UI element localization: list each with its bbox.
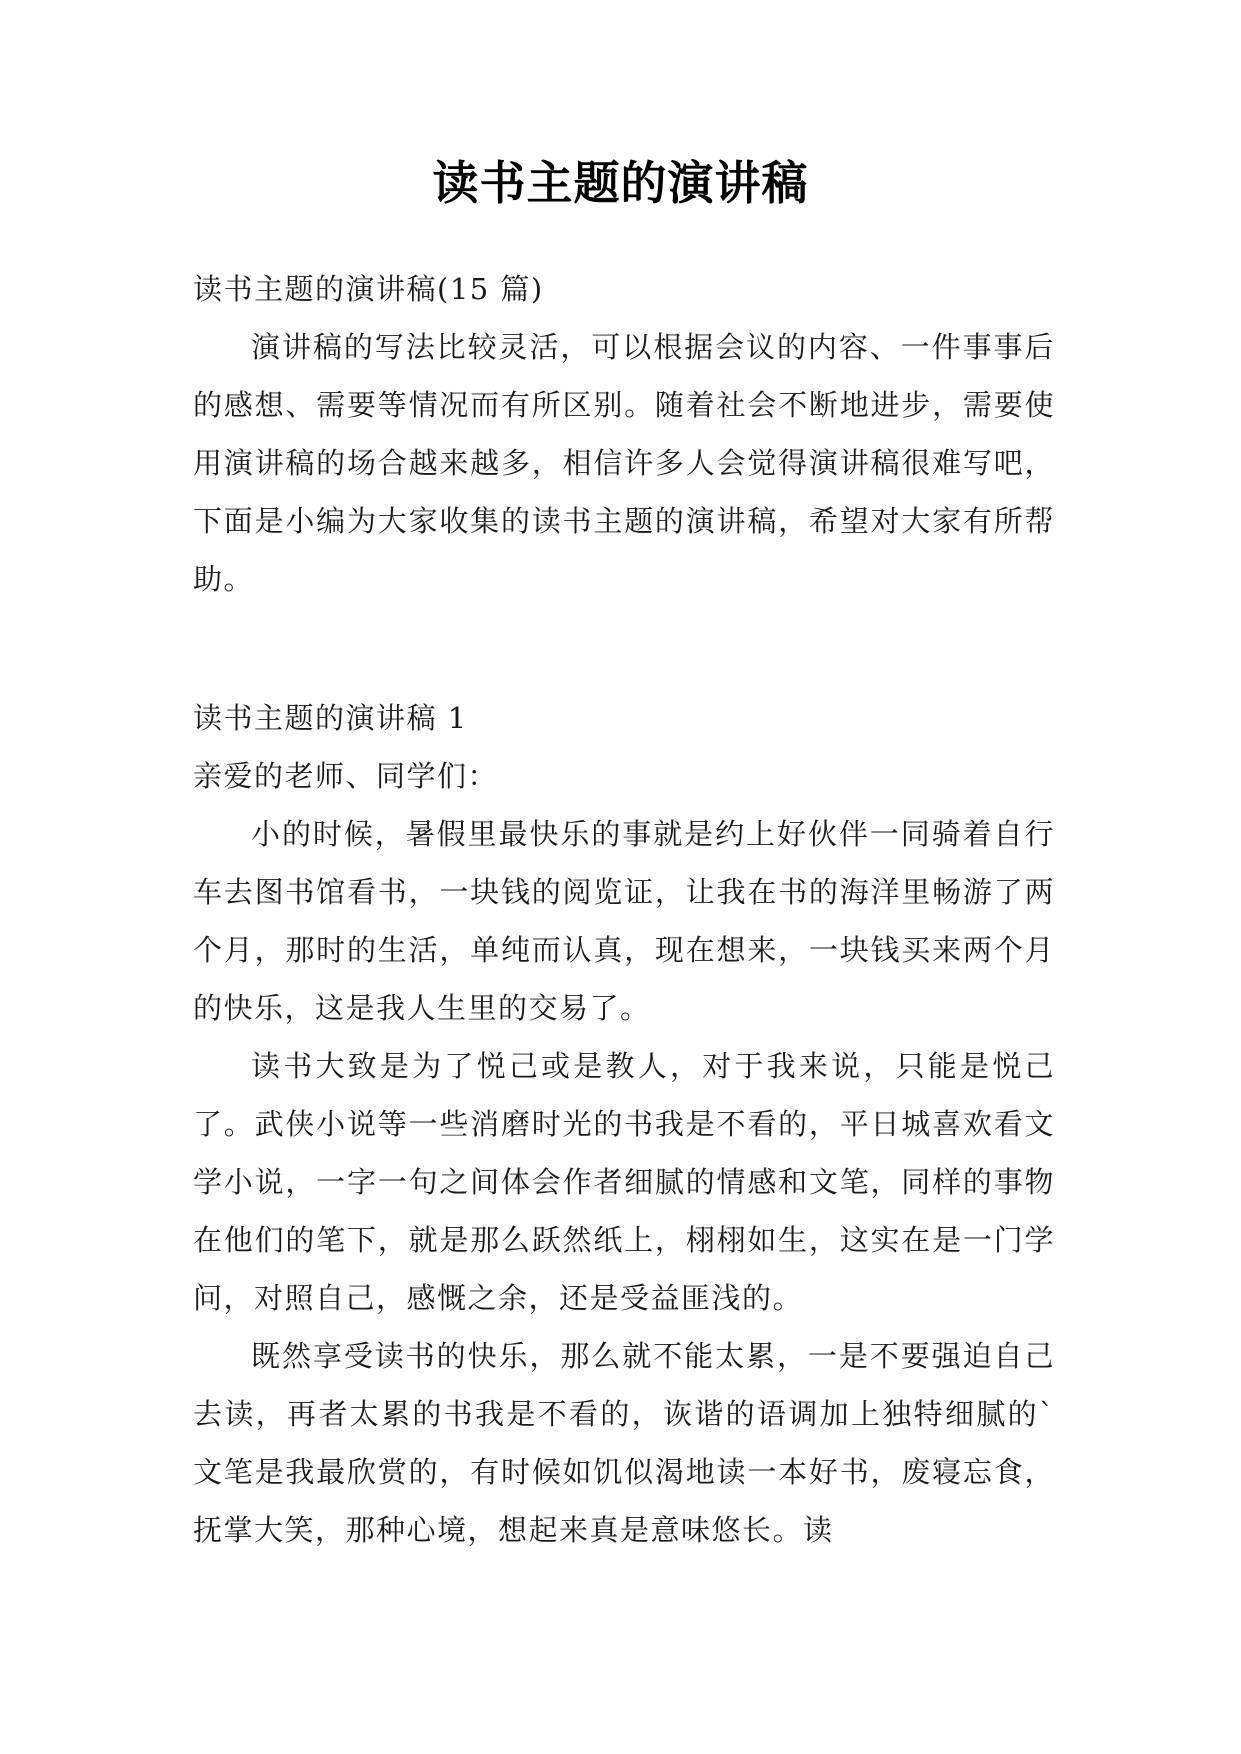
- document-subtitle: 读书主题的演讲稿(15 篇): [193, 272, 544, 306]
- body-paragraph: 既然享受读书的快乐，那么就不能太累，一是不要强迫自己去读，再者太累的书我是不看的，诙谐的语调加上独特细腻的`文笔是我最欣赏的，有时候如饥似渴地读一本好书，废寝忘食，抚掌大笑，那种心境，想起来真是意味悠长。读: [193, 1339, 1055, 1547]
- section-heading: 读书主题的演讲稿 1: [193, 701, 468, 735]
- salutation: 亲爱的老师、同学们：: [193, 759, 499, 793]
- body-paragraph: 读书大致是为了悦己或是教人，对于我来说，只能是悦己了。武侠小说等一些消磨时光的书我是不看的，平日城喜欢看文学小说，一字一句之间体会作者细腻的情感和文笔，同样的事物在他们的笔下，就是那么跃然纸上，栩栩如生，这实在是一门学问，对照自己，感慨之余，还是受益匪浅的。: [193, 1049, 1055, 1315]
- document-title: 读书主题的演讲稿: [432, 156, 809, 210]
- body-paragraph: 小的时候，暑假里最快乐的事就是约上好伙伴一同骑着自行车去图书馆看书，一块钱的阅览证，让我在书的海洋里畅游了两个月，那时的生活，单纯而认真，现在想来，一块钱买来两个月的快乐，这是我人生里的交易了。: [193, 817, 1055, 1025]
- speech-section-1: [193, 689, 1055, 1559]
- intro-paragraph: 演讲稿的写法比较灵活，可以根据会议的内容、一件事事后的感想、需要等情况而有所区别。随着社会不断地进步，需要使用演讲稿的场合越来越多，相信许多人会觉得演讲稿很难写吧，下面是小编为大家收集的读书主题的演讲稿，希望对大家有所帮助。: [193, 330, 1055, 596]
- intro-section: [193, 260, 1055, 608]
